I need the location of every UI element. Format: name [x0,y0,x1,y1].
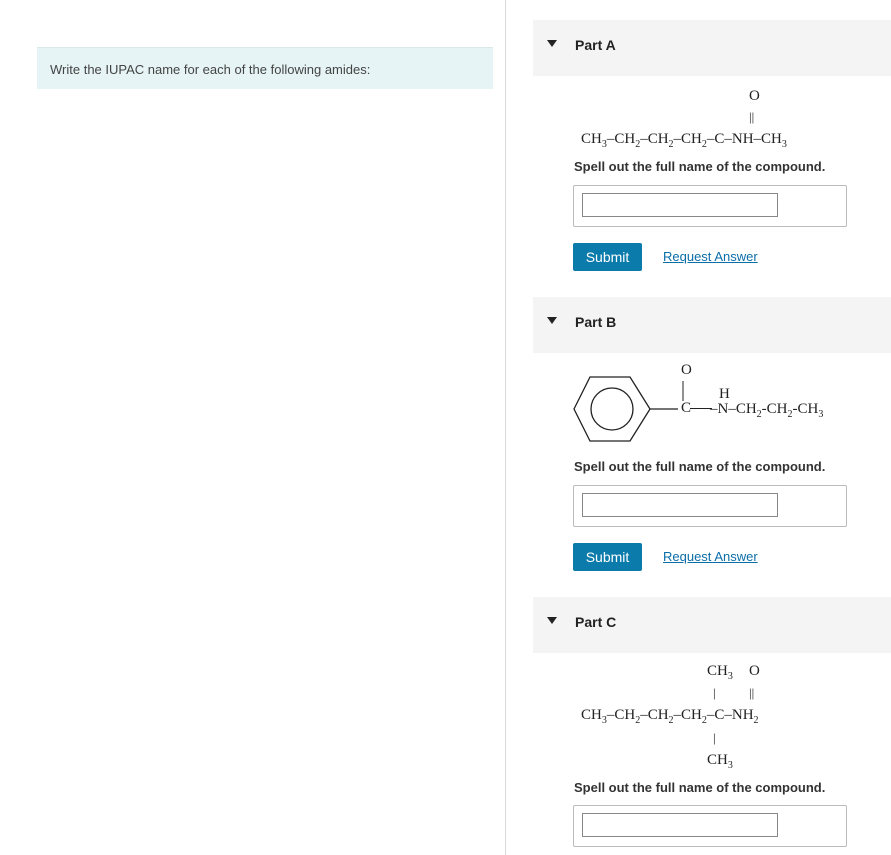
part-a-double-bond: || [749,109,755,124]
part-a-answer-box [573,185,847,227]
part-b-cn-bond [690,408,712,409]
part-b-structure: $-N-CH_2-CH_2-CH_3$ [710,401,824,420]
collapse-triangle-icon[interactable] [547,317,557,324]
part-b-submit-button[interactable]: Submit [573,543,642,571]
part-a-answer-input[interactable] [582,193,778,217]
part-a-label: Part A [575,37,616,53]
part-b-prompt: Spell out the full name of the compound. [574,459,826,474]
part-b-oxygen: O [681,362,692,378]
part-c-answer-box [573,805,847,847]
part-a-oxygen: O [749,88,760,104]
benzene-hexagon [574,377,650,441]
part-c-top-bond: | [713,685,716,700]
benzene-ring-diagram [572,374,684,444]
part-a-request-answer-link[interactable]: Request Answer [663,249,758,264]
part-c-double-bond: || [749,685,755,700]
part-c-prompt: Spell out the full name of the compound. [574,780,826,795]
part-c-header[interactable] [533,597,891,653]
part-c-top-methyl: $CH_3$ [707,663,733,682]
part-b-label: Part B [575,314,617,330]
benzene-circle [591,388,633,430]
part-a-prompt: Spell out the full name of the compound. [574,159,826,174]
part-b-header[interactable] [533,297,891,353]
part-b-answer-box [573,485,847,527]
part-a-header[interactable] [533,20,891,76]
part-b-hydrogen: H [719,386,730,402]
part-c-answer-input[interactable] [582,813,778,837]
part-c-bottom-bond: | [713,730,716,745]
part-b-answer-input[interactable] [582,493,778,517]
part-b-request-answer-link[interactable]: Request Answer [663,549,758,564]
collapse-triangle-icon[interactable] [547,40,557,47]
collapse-triangle-icon[interactable] [547,617,557,624]
part-c-structure: $CH_3-CH_2-CH_2-CH_2-C-NH_2$ [581,707,759,726]
part-c-label: Part C [575,614,617,630]
part-c-oxygen: O [749,663,760,679]
instructions-text: Write the IUPAC name for each of the following amides: [37,47,493,89]
part-b-carbon: C [681,400,692,416]
part-a-submit-button[interactable]: Submit [573,243,642,271]
part-a-structure: $CH_3-CH_2-CH_2-CH_2-C-NH-CH_3$ [581,131,787,150]
part-c-bottom-methyl: $CH_3$ [707,752,733,771]
